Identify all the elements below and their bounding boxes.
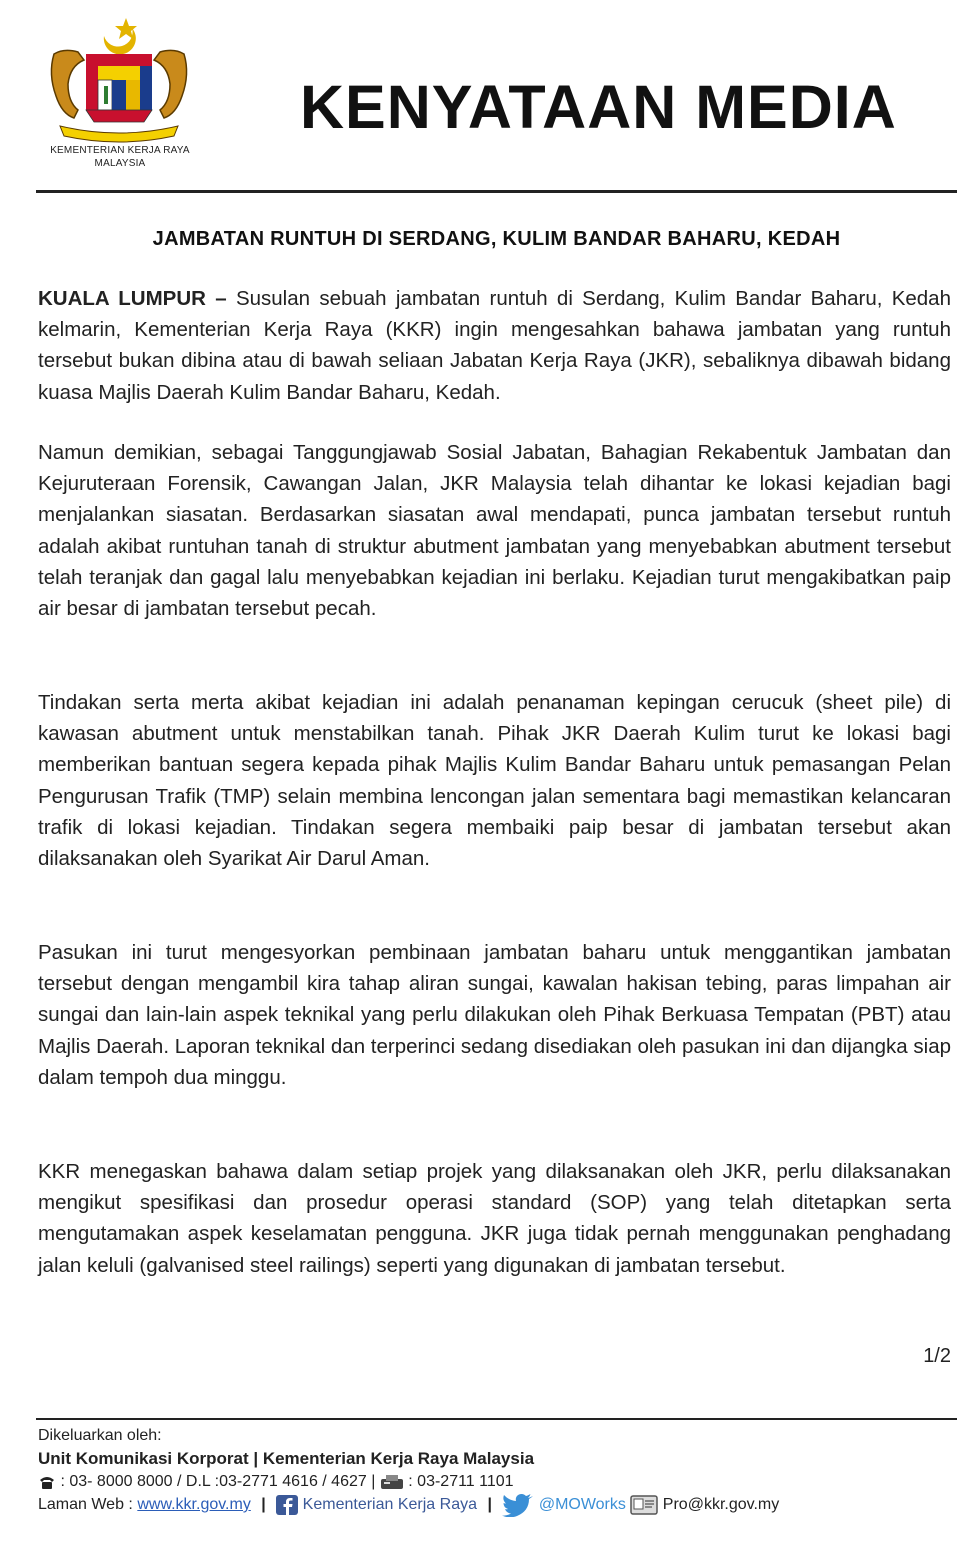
phone-numbers: : 03- 8000 8000 / D.L :03-2771 4616 / 4627 | xyxy=(60,1473,376,1490)
dateline-place: KUALA LUMPUR – xyxy=(38,287,227,310)
document-title: JAMBATAN RUNTUH DI SERDANG, KULIM BANDAR BAHARU, KEDAH xyxy=(152,228,841,250)
footer xyxy=(38,1424,958,1516)
logo-caption-line1: KEMENTERIAN KERJA RAYA xyxy=(50,145,190,156)
web-label: Laman Web : xyxy=(38,1496,133,1514)
logo-caption xyxy=(30,144,210,170)
separator: | xyxy=(261,1496,266,1514)
separator: | xyxy=(487,1496,492,1514)
page-number: 1/2 xyxy=(923,1345,951,1367)
paragraph-1-text: Susulan sebuah jambatan runtuh di Serdang, Kulim Bandar Baharu, Kedah kelmarin, Kementerian Kerja Raya (KKR) ingin mengesahkan bahawa jambatan yang runtuh tersebut bukan dibina atau di bawah seliaan Jabatan Kerja Raya (JKR), sebaliknya dibawah bidang kuasa Majlis Daerah Kulim Bandar Baharu, Kedah. xyxy=(38,287,951,404)
contact-numbers xyxy=(38,1470,958,1493)
logo-caption-line2: MALAYSIA xyxy=(94,158,146,169)
paragraph-4: Pasukan ini turut mengesyorkan pembinaan jambatan baharu untuk menggantikan jambatan tersebut dengan mengambil kira tahap aliran sungai, kawalan hakisan tebing, paras limpahan air sungai dan lain-lain aspek teknikal yang perlu dilakukan oleh Pihak Berkuasa Tempatan (PBT) atau Majlis Daerah. Laporan teknikal dan terperinci sedang disediakan oleh pasukan ini dan dijangka siap dalam tempoh dua minggu. xyxy=(38,941,951,1089)
issued-by: Dikeluarkan oleh: xyxy=(38,1427,162,1444)
coat-of-arms-icon xyxy=(44,14,194,144)
ministry-crest xyxy=(30,14,210,174)
email-address[interactable]: Pro@kkr.gov.my xyxy=(662,1496,780,1514)
telephone-icon xyxy=(38,1474,56,1490)
issuing-unit: Unit Komunikasi Korporat | Kementerian Kerja Raya Malaysia xyxy=(38,1449,535,1468)
header-divider xyxy=(36,190,957,193)
facebook-link[interactable]: Kementerian Kerja Raya xyxy=(302,1496,477,1514)
paragraph-1 xyxy=(38,283,951,408)
facebook-icon[interactable] xyxy=(276,1495,298,1515)
email-icon xyxy=(630,1495,658,1515)
twitter-link[interactable]: @MOWorks xyxy=(538,1496,626,1514)
fax-number: : 03-2711 1101 xyxy=(408,1473,514,1490)
website-link[interactable]: www.kkr.gov.my xyxy=(137,1496,251,1514)
twitter-icon[interactable] xyxy=(502,1493,534,1517)
paragraph-5: KKR menegaskan bahawa dalam setiap projek yang dilaksanakan oleh JKR, perlu dilaksanakan mengikut spesifikasi dan prosedur operasi standard (SOP) yang telah ditetapkan serta mengutamakan aspek keselamatan pengguna. JKR juga tidak pernah menggunakan penghadang jalan keluli (galvanised steel railings) seperti yang digunakan di jambatan tersebut. xyxy=(38,1160,951,1277)
masthead-title: KENYATAAN MEDIA xyxy=(300,73,897,141)
paragraph-2: Namun demikian, sebagai Tanggungjawab Sosial Jabatan, Bahagian Rekabentuk Jambatan dan Kejuruteraan Forensik, Cawangan Jalan, JKR Malaysia telah dihantar ke lokasi kejadian bagi menjalankan siasatan. Berdasarkan siasatan awal mendapati, punca jambatan tersebut runtuh adalah akibat runtuhan tanah di struktur abutment jambatan yang menyebabkan abutment tersebut telah teranjak dan gagal lalu menyebabkan kejadian ini berlaku. Kejadian turut mengakibatkan paip air besar di jambatan tersebut pecah. xyxy=(38,441,951,621)
paragraph-3: Tindakan serta merta akibat kejadian ini adalah penanaman kepingan cerucuk (sheet pile) di kawasan abutment untuk menstabilkan tanah. Pihak JKR Daerah Kulim turut ke lokasi bagi memberikan bantuan segera kepada pihak Majlis Kulim Bandar Baharu untuk pemasangan Pelan Pengurusan Trafik (TMP) selain membina lencongan jalan sementara bagi memastikan kelancaran trafik di lokasi kejadian. Tindakan segera membaiki paip besar di jambatan tersebut akan dilaksanakan oleh Syarikat Air Darul Aman. xyxy=(38,691,951,871)
online-links xyxy=(38,1493,958,1516)
fax-icon xyxy=(380,1474,404,1490)
footer-divider xyxy=(36,1418,957,1420)
